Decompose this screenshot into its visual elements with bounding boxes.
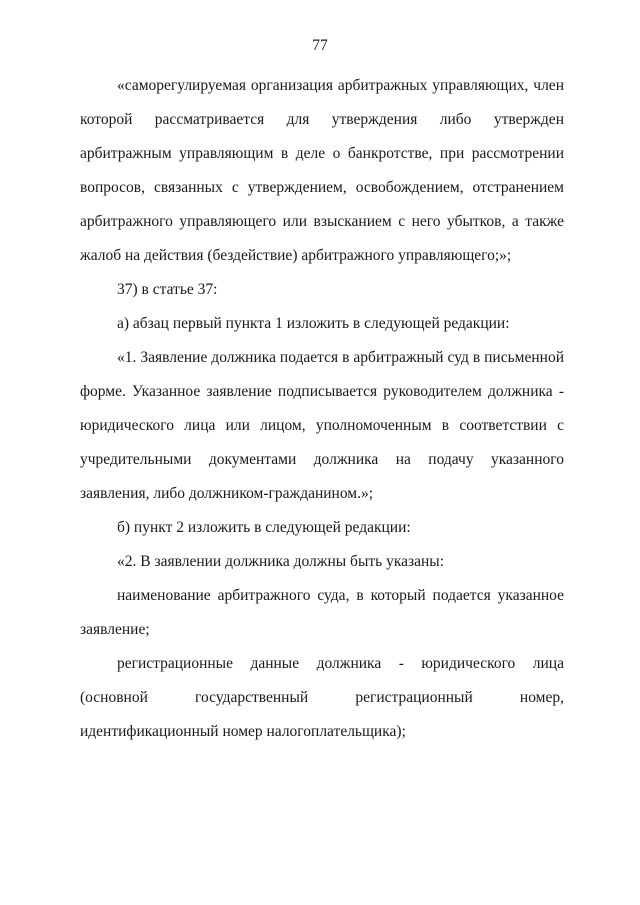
- paragraph-subitem-b: б) пункт 2 изложить в следующей редакции:: [117, 519, 411, 536]
- page-number: 77: [312, 37, 328, 54]
- paragraph-sro-quote: «саморегулируемая организация арбитражных управляющих, член которой рассматривается для утверждения либо утвержден арбитражным управляющим в деле о банкротстве, при рассмотрении вопросов, связанных с утверждением, освобождением, отстранением арбитражного управляющего или взысканием с него убытков, а также жалоб на действия (бездействие) арбитражного управляющего;»;: [80, 77, 564, 264]
- paragraph-subitem-a: а) абзац первый пункта 1 изложить в следующей редакции:: [117, 315, 510, 332]
- document-body: [80, 69, 564, 749]
- paragraph-clause-2: «2. В заявлении должника должны быть указаны:: [117, 553, 445, 570]
- paragraph-registration-data: регистрационные данные должника - юридического лица (основной государственный регистрационный номер, идентификационный номер налогоплательщика);: [80, 655, 564, 740]
- paragraph-article-37: 37) в статье 37:: [117, 281, 218, 298]
- paragraph-clause-1: «1. Заявление должника подается в арбитражный суд в письменной форме. Указанное заявление подписывается руководителем должника - юридического лица или лицом, уполномоченным в соответствии с учредительными документами должника на подачу указанного заявления, либо должником-гражданином.»;: [80, 349, 564, 502]
- paragraph-court-name: наименование арбитражного суда, в который подается указанное заявление;: [80, 587, 564, 638]
